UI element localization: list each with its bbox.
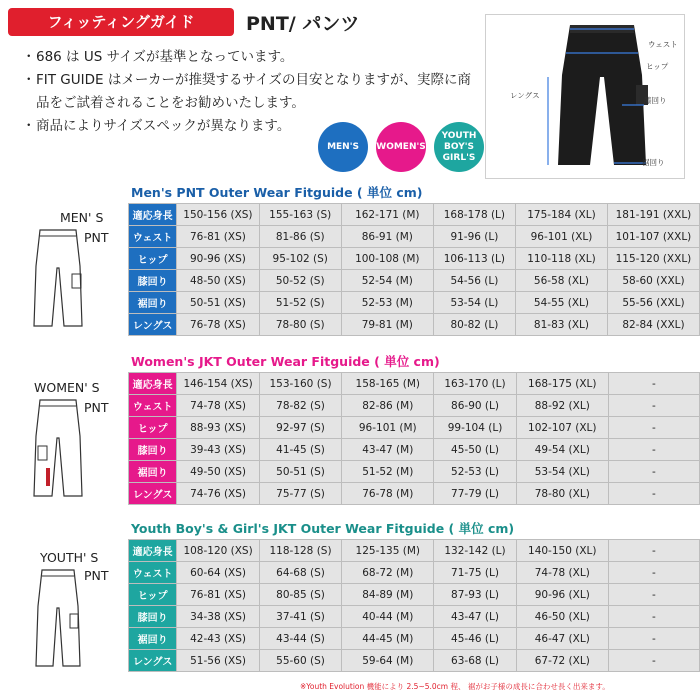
table-row — [129, 606, 700, 628]
table-cell: 77-79 (L) — [434, 483, 516, 505]
table-cell: 76-78 (M) — [342, 483, 434, 505]
table-cell: 52-54 (M) — [341, 270, 433, 292]
table-cell: 162-171 (M) — [341, 204, 433, 226]
hip-label: ヒップ — [646, 62, 669, 71]
table-row — [129, 562, 700, 584]
table-cell: 51-56 (XS) — [177, 650, 259, 672]
table-cell: 49-50 (XS) — [177, 461, 259, 483]
table-cell: 74-78 (XL) — [516, 562, 608, 584]
note-item: ・ FIT GUIDE はメーカーが推奨するサイズの目安となりますが、実際に商品をご試着されることをお勧めいたします。 — [22, 72, 471, 111]
table-cell: 102-107 (XL) — [516, 417, 608, 439]
table-cell: 88-92 (XL) — [516, 395, 608, 417]
table-cell: 55-56 (XXL) — [607, 292, 699, 314]
table-cell: 76-78 (XS) — [177, 314, 259, 336]
table-cell: 84-89 (M) — [342, 584, 434, 606]
mens-side-label: MEN' S — [60, 210, 104, 225]
row-label: 適応身長 — [129, 204, 177, 226]
table-cell: 115-120 (XXL) — [607, 248, 699, 270]
row-label: ウェスト — [129, 395, 177, 417]
table-row — [129, 226, 700, 248]
table-cell: 75-77 (S) — [259, 483, 341, 505]
table-row — [129, 395, 700, 417]
footnote: ※Youth Evolution 機能により 2.5~5.0cm 程、 裾がお子様の成長に合わせ長く出来ます。 — [300, 682, 610, 691]
table-cell: 51-52 (M) — [342, 461, 434, 483]
table-cell: 86-90 (L) — [434, 395, 516, 417]
table-cell: 74-76 (XS) — [177, 483, 259, 505]
table-cell: 54-55 (XL) — [516, 292, 608, 314]
table-cell: 90-96 (XS) — [177, 248, 259, 270]
table-row — [129, 439, 700, 461]
youth-circle: YOUTH BOY'S GIRL'S — [434, 122, 484, 172]
table-cell: - — [608, 584, 699, 606]
table-cell: 87-93 (L) — [434, 584, 516, 606]
waist-label: ウェスト — [648, 40, 678, 49]
table-row — [129, 292, 700, 314]
womens-side-label: WOMEN' S — [34, 380, 100, 395]
table-row — [129, 270, 700, 292]
table-cell: 168-178 (L) — [433, 204, 515, 226]
table-cell: 168-175 (XL) — [516, 373, 608, 395]
table-row — [129, 540, 700, 562]
table-cell: 81-86 (S) — [259, 226, 341, 248]
table-row — [129, 248, 700, 270]
table-cell: - — [608, 417, 699, 439]
table-cell: 181-191 (XXL) — [607, 204, 699, 226]
table-cell: 43-47 (M) — [342, 439, 434, 461]
table-cell: 96-101 (XL) — [516, 226, 608, 248]
table-cell: 78-82 (S) — [259, 395, 341, 417]
table-cell: 146-154 (XS) — [177, 373, 259, 395]
row-label: 適応身長 — [129, 373, 177, 395]
row-label: ヒップ — [129, 248, 177, 270]
row-label: 膝回り — [129, 270, 177, 292]
table-cell: - — [608, 483, 699, 505]
mens-pants-icon — [28, 226, 88, 330]
measurement-diagram — [485, 14, 685, 179]
table-cell: 76-81 (XS) — [177, 584, 259, 606]
table-cell: 79-81 (M) — [341, 314, 433, 336]
table-row — [129, 461, 700, 483]
table-row — [129, 483, 700, 505]
table-cell: 86-91 (M) — [341, 226, 433, 248]
youth-table-title: Youth Boy's & Girl's JKT Outer Wear Fitguide ( 単位 cm) — [131, 521, 515, 536]
table-cell: 91-96 (L) — [433, 226, 515, 248]
womens-size-table — [128, 372, 700, 505]
category-circles — [318, 122, 484, 172]
row-label: ヒップ — [129, 584, 177, 606]
table-cell: 50-52 (S) — [259, 270, 341, 292]
table-cell: 71-75 (L) — [434, 562, 516, 584]
table-cell: 46-47 (XL) — [516, 628, 608, 650]
row-label: 裾回り — [129, 628, 177, 650]
row-label: ウェスト — [129, 562, 177, 584]
table-row — [129, 417, 700, 439]
table-row — [129, 373, 700, 395]
row-label: レングス — [129, 483, 177, 505]
row-label: レングス — [129, 650, 177, 672]
hem-label: 裾回り — [642, 158, 665, 167]
table-cell: - — [608, 439, 699, 461]
table-cell: 68-72 (M) — [342, 562, 434, 584]
table-cell: 39-43 (XS) — [177, 439, 259, 461]
table-cell: 132-142 (L) — [434, 540, 516, 562]
table-cell: 42-43 (XS) — [177, 628, 259, 650]
guide-badge: フィッティングガイド — [8, 8, 234, 36]
row-label: 適応身長 — [129, 540, 177, 562]
table-row — [129, 650, 700, 672]
table-cell: 53-54 (XL) — [516, 461, 608, 483]
table-cell: 45-46 (L) — [434, 628, 516, 650]
table-row — [129, 314, 700, 336]
table-cell: 59-64 (M) — [342, 650, 434, 672]
youth-pants-icon — [30, 566, 86, 670]
table-cell: 82-84 (XXL) — [607, 314, 699, 336]
row-label: ウェスト — [129, 226, 177, 248]
womens-table-title: Women's JKT Outer Wear Fitguide ( 単位 cm) — [131, 354, 440, 369]
table-cell: 51-52 (S) — [259, 292, 341, 314]
table-cell: - — [608, 562, 699, 584]
table-cell: 163-170 (L) — [434, 373, 516, 395]
table-cell: 100-108 (M) — [341, 248, 433, 270]
table-cell: 52-53 (L) — [434, 461, 516, 483]
table-cell: 40-44 (M) — [342, 606, 434, 628]
table-row — [129, 628, 700, 650]
table-cell: 48-50 (XS) — [177, 270, 259, 292]
table-cell: 106-113 (L) — [433, 248, 515, 270]
table-cell: 108-120 (XS) — [177, 540, 259, 562]
note-item: ・ 686 は US サイズが基準となっています。 — [22, 49, 294, 65]
womens-side-label-pnt: PNT — [84, 400, 109, 415]
table-cell: 43-44 (S) — [259, 628, 341, 650]
table-cell: 46-50 (XL) — [516, 606, 608, 628]
table-cell: 41-45 (S) — [259, 439, 341, 461]
note-item: ・ 商品によりサイズスペックが異なります。 — [22, 118, 291, 134]
table-cell: - — [608, 628, 699, 650]
youth-size-table — [128, 539, 700, 672]
table-cell: 60-64 (XS) — [177, 562, 259, 584]
table-cell: 175-184 (XL) — [516, 204, 608, 226]
table-cell: - — [608, 461, 699, 483]
table-cell: 110-118 (XL) — [516, 248, 608, 270]
mens-size-table — [128, 203, 700, 336]
table-cell: 37-41 (S) — [259, 606, 341, 628]
table-row — [129, 204, 700, 226]
mens-circle: MEN'S — [318, 122, 368, 172]
table-cell: 76-81 (XS) — [177, 226, 259, 248]
table-cell: 34-38 (XS) — [177, 606, 259, 628]
table-cell: 55-60 (S) — [259, 650, 341, 672]
row-label: レングス — [129, 314, 177, 336]
table-cell: 63-68 (L) — [434, 650, 516, 672]
table-cell: 52-53 (M) — [341, 292, 433, 314]
table-cell: 49-54 (XL) — [516, 439, 608, 461]
row-label: ヒップ — [129, 417, 177, 439]
table-cell: 50-51 (S) — [259, 461, 341, 483]
row-label: 裾回り — [129, 461, 177, 483]
table-cell: 67-72 (XL) — [516, 650, 608, 672]
table-cell: - — [608, 373, 699, 395]
page-title: PNT/ パンツ — [246, 13, 360, 35]
table-cell: 50-51 (XS) — [177, 292, 259, 314]
table-cell: - — [608, 606, 699, 628]
table-cell: 74-78 (XS) — [177, 395, 259, 417]
table-cell: 99-104 (L) — [434, 417, 516, 439]
table-cell: 53-54 (L) — [433, 292, 515, 314]
table-cell: 140-150 (XL) — [516, 540, 608, 562]
row-label: 膝回り — [129, 606, 177, 628]
row-label: 膝回り — [129, 439, 177, 461]
table-cell: 96-101 (M) — [342, 417, 434, 439]
table-cell: 90-96 (XL) — [516, 584, 608, 606]
table-cell: 88-93 (XS) — [177, 417, 259, 439]
table-cell: 78-80 (S) — [259, 314, 341, 336]
mens-table-title: Men's PNT Outer Wear Fitguide ( 単位 cm) — [131, 185, 423, 200]
youth-side-label-pnt: PNT — [84, 568, 109, 583]
womens-circle: WOMEN'S — [376, 122, 426, 172]
table-cell: - — [608, 395, 699, 417]
table-cell: 45-50 (L) — [434, 439, 516, 461]
table-cell: 125-135 (M) — [342, 540, 434, 562]
table-cell: 44-45 (M) — [342, 628, 434, 650]
table-cell: 82-86 (M) — [342, 395, 434, 417]
table-cell: 101-107 (XXL) — [607, 226, 699, 248]
table-cell: 43-47 (L) — [434, 606, 516, 628]
table-cell: 58-60 (XXL) — [607, 270, 699, 292]
table-cell: 56-58 (XL) — [516, 270, 608, 292]
table-cell: 150-156 (XS) — [177, 204, 259, 226]
table-cell: - — [608, 650, 699, 672]
row-label: 裾回り — [129, 292, 177, 314]
table-cell: 155-163 (S) — [259, 204, 341, 226]
table-cell: 153-160 (S) — [259, 373, 341, 395]
table-cell: - — [608, 540, 699, 562]
youth-side-label: YOUTH' S — [40, 550, 99, 565]
table-cell: 95-102 (S) — [259, 248, 341, 270]
table-row — [129, 584, 700, 606]
length-label: レングス — [510, 91, 540, 100]
table-cell: 158-165 (M) — [342, 373, 434, 395]
table-cell: 81-83 (XL) — [516, 314, 608, 336]
mens-side-label-pnt: PNT — [84, 230, 109, 245]
table-cell: 92-97 (S) — [259, 417, 341, 439]
table-cell: 78-80 (XL) — [516, 483, 608, 505]
table-cell: 118-128 (S) — [259, 540, 341, 562]
table-cell: 54-56 (L) — [433, 270, 515, 292]
womens-pants-icon — [28, 396, 88, 500]
knee-label: 膝回り — [644, 96, 667, 105]
table-cell: 64-68 (S) — [259, 562, 341, 584]
table-cell: 80-85 (S) — [259, 584, 341, 606]
table-cell: 80-82 (L) — [433, 314, 515, 336]
